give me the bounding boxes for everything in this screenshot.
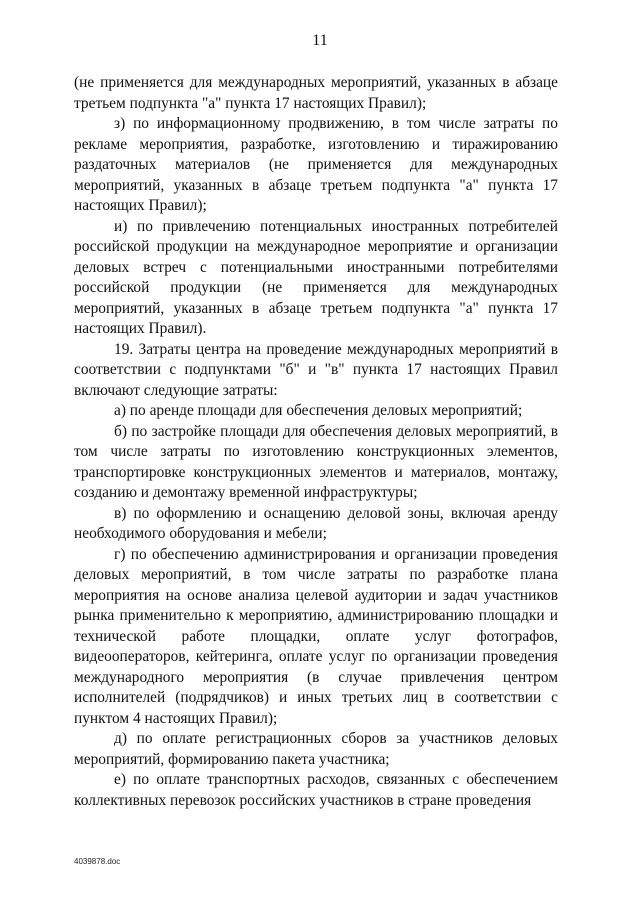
paragraph-subitem-b: б) по застройке площади для обеспечения деловых мероприятий, в том числе затраты по изготовлению конструкционных элементов, транспортировке конструкционных элементов и материалов, монтажу, созданию и демонтажу временной инфраструктуры; [74,422,558,501]
paragraph-subitem-d: д) по оплате регистрационных сборов за участников деловых мероприятий, формированию пакета участника; [74,730,558,768]
paragraph-clause-19: 19. Затраты центра на проведение международных мероприятий в соответствии с подпунктами "б" и "в" пункта 17 настоящих Правил включают следующие затраты: [74,340,558,399]
paragraph-subitem-v: в) по оформлению и оснащению деловой зоны, включая аренду необходимого оборудования и мебели; [74,504,558,542]
paragraph-continuation: (не применяется для международных мероприятий, указанных в абзаце третьем подпункта "а" пункта 17 настоящих Правил); [74,74,558,112]
paragraph-subitem-g: г) по обеспечению администрирования и организации проведения деловых мероприятий, в том числе затраты по разработке плана мероприятия на основе анализа целевой аудитории и задач участников рынка применительно к мероприятию, администрированию площадки и технической работе площадки, оплате услуг фотографов, видеооператоров, кейтеринга, оплате услуг по организации проведения международного мероприятия (в случае привлечения центром исполнителей (подрядчиков) и иных третьих лиц в соответствии с пунктом 4 настоящих Правил); [74,545,558,727]
paragraph-subitem-e: е) по оплате транспортных расходов, связанных с обеспечением коллективных перевозок российских участников в стране проведения [74,771,558,809]
paragraph-subitem-i: и) по привлечению потенциальных иностранных потребителей российской продукции на международное мероприятие и организации деловых встреч с потенциальными иностранными потребителями российской продукции (не применяется для международных мероприятий, указанных в абзаце третьем подпункта "а" пункта 17 настоящих Правил). [74,217,558,337]
paragraph-subitem-z: з) по информационному продвижению, в том числе затраты по рекламе мероприятия, разработке, изготовлению и тиражированию раздаточных материалов (не применяется для международных мероприятий, указанных в абзаце третьем подпункта "а" пункта 17 настоящих Правил); [74,115,558,214]
page-number: 11 [312,32,328,49]
paragraph-subitem-a: а) по аренде площади для обеспечения деловых мероприятий; [114,402,523,419]
document-body [74,73,558,811]
document-file-code: 4039878.doc [74,857,121,866]
